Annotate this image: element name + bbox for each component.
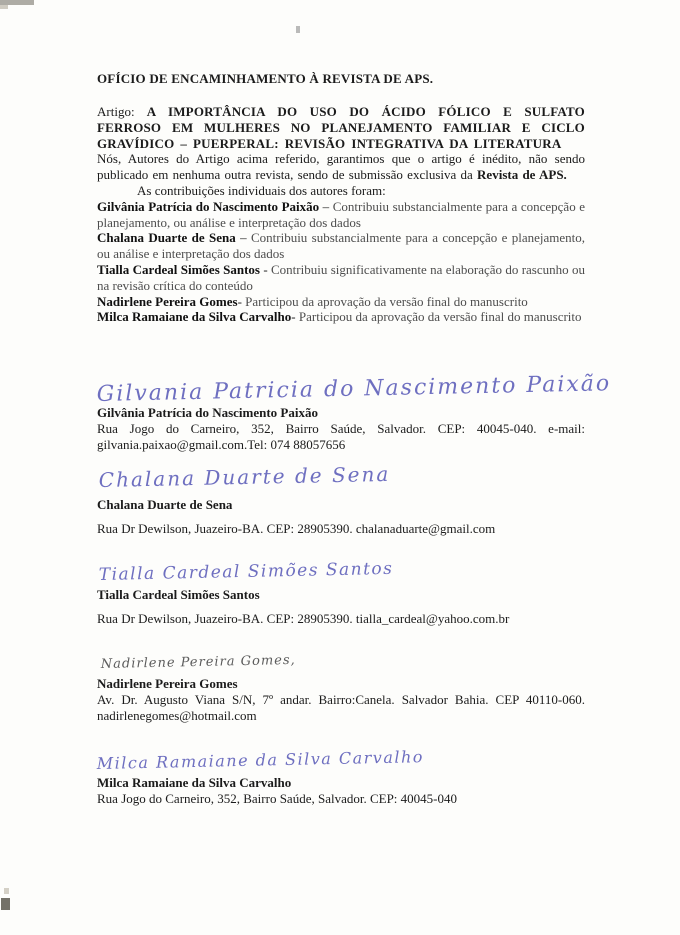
author-name: Chalana Duarte de Sena — [97, 230, 236, 246]
signer-address: Rua Dr Dewilson, Juazeiro-BA. CEP: 28905390. tialla_cardeal@yahoo.com.br — [97, 610, 510, 626]
dash-separator: – — [319, 198, 333, 214]
signer-address: Rua Jogo do Carneiro, 352, Bairro Saúde, Salvador. CEP: 40045-040. e-mail: gilvania.paixao@gmail.com.Tel: 074 88057656 — [97, 421, 585, 452]
contribution-item — [97, 230, 585, 262]
signature-block — [96, 371, 612, 453]
handwritten-signature: Nadirlene Pereira Gomes, — [100, 652, 296, 672]
signature-block — [97, 652, 585, 724]
statement-paragraph — [97, 151, 585, 183]
scan-artifact — [296, 26, 300, 33]
scan-artifact — [4, 888, 9, 894]
signer-address: Rua Dr Dewilson, Juazeiro-BA. CEP: 28905390. chalanaduarte@gmail.com — [97, 520, 496, 536]
article-title-paragraph — [97, 104, 585, 151]
signature-block — [97, 559, 585, 626]
signer-name: Milca Ramaiane da Silva Carvalho — [97, 774, 292, 790]
author-name: Milca Ramaiane da Silva Carvalho — [97, 309, 292, 325]
contribution-item — [97, 294, 585, 310]
author-name: Gilvânia Patrícia do Nascimento Paixão — [97, 198, 320, 214]
article-label: Artigo: — [97, 104, 147, 119]
dash-separator: – — [235, 230, 251, 246]
signer-name: Nadirlene Pereira Gomes — [97, 675, 238, 691]
signer-address: Rua Jogo do Carneiro, 352, Bairro Saúde, Salvador. CEP: 40045-040 — [97, 790, 457, 806]
contributions-list — [97, 199, 585, 325]
statement-text: Nós, Autores do Artigo acima referido, garantimos que o artigo é inédito, não sendo publicado em nenhuma outra revista, sendo de submissão exclusiva da — [97, 151, 585, 183]
handwritten-signature: Chalana Duarte de Sena — [98, 461, 391, 492]
handwritten-signature: Milca Ramaiane da Silva Carvalho — [96, 747, 425, 774]
signer-name: Gilvânia Patrícia do Nascimento Paixão — [97, 405, 318, 421]
contribution-text: Participou da aprovação da versão final do manuscrito — [298, 309, 582, 325]
contribution-item — [97, 262, 585, 294]
document-content — [96, 71, 612, 806]
contribution-item — [97, 309, 585, 325]
contribution-item — [97, 199, 585, 231]
author-name: Tialla Cardeal Simões Santos — [97, 261, 260, 277]
article-title: A IMPORTÂNCIA DO USO DO ÁCIDO FÓLICO E SULFATO FERROSO EM MULHERES NO PLANEJAMENTO FAMILIAR E CICLO GRAVÍDICO – PUERPERAL: REVISÃO INTEGRATIVA DA LITERATURA — [97, 104, 585, 151]
document-title: OFÍCIO DE ENCAMINHAMENTO À REVISTA DE APS. — [97, 71, 434, 86]
dash-separator: - — [237, 293, 246, 309]
scan-artifact — [0, 0, 34, 5]
contribution-text: Participou da aprovação da versão final do manuscrito — [245, 293, 528, 309]
handwritten-signature: Gilvania Patricia do Nascimento Paixão — [96, 371, 612, 408]
signer-address: Av. Dr. Augusto Viana S/N, 7º andar. Bairro:Canela. Salvador Bahia. CEP 40110-060. nadirlenegomes@hotmail.com — [97, 691, 585, 723]
dash-separator: - — [259, 261, 272, 277]
signature-block — [96, 747, 585, 806]
signer-name: Tialla Cardeal Simões Santos — [97, 587, 260, 603]
scan-artifact — [1, 898, 10, 910]
author-name: Nadirlene Pereira Gomes — [97, 293, 238, 309]
signature-block — [97, 461, 585, 537]
contributions-intro: As contribuições individuais dos autores foram: — [137, 182, 386, 198]
scan-artifact — [0, 5, 8, 9]
contribution-text: Contribuiu substancialmente para a concepção e planejamento, ou análise e interpretação dos dados — [97, 198, 586, 230]
handwritten-signature: Tialla Cardeal Simões Santos — [98, 559, 394, 586]
signer-name: Chalana Duarte de Sena — [97, 496, 233, 512]
dash-separator: - — [291, 309, 299, 325]
contribution-text: Contribuiu substancialmente para a concepção e planejamento, ou análise e interpretação dos dados — [97, 230, 585, 262]
journal-name: Revista de APS. — [477, 167, 567, 183]
contribution-text: Contribuiu significativamente na elaboração do rascunho ou na revisão crítica do conteúdo — [97, 261, 585, 293]
